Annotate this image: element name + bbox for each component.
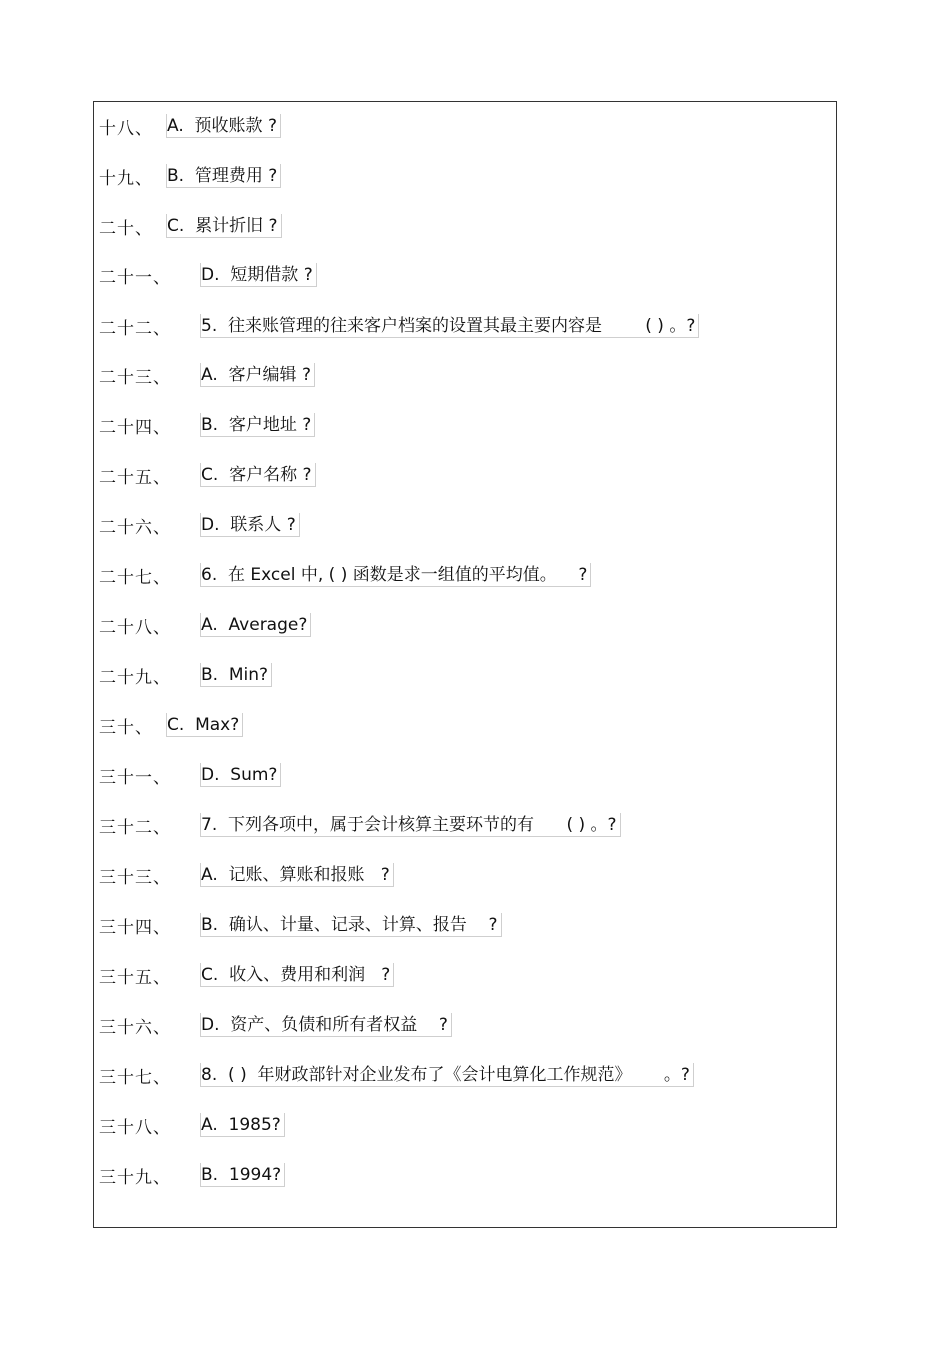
- item-number: 二十、: [99, 218, 153, 239]
- list-item: [99, 862, 390, 888]
- item-text: A. 客户编辑 ?: [200, 363, 315, 387]
- list-item: [99, 612, 308, 638]
- item-text: 5. 往来账管理的往来客户档案的设置其最主要内容是 ( ) 。?: [200, 314, 699, 338]
- item-text: 8. ( ) 年财政部针对企业发布了《会计电算化工作规范》 。?: [200, 1063, 694, 1087]
- item-number: 十九、: [99, 168, 153, 189]
- item-text: B. 管理费用 ?: [166, 164, 281, 188]
- list-item: [99, 412, 312, 438]
- item-text: C. 收入、费用和利润 ?: [200, 963, 394, 987]
- item-text: A. 1985?: [200, 1113, 285, 1137]
- list-item: [99, 1062, 690, 1088]
- item-number: 三十六、: [99, 1017, 171, 1038]
- item-text: A. Average?: [200, 613, 311, 637]
- item-number: 二十八、: [99, 617, 171, 638]
- item-number: 三十八、: [99, 1117, 171, 1138]
- list-item: [99, 213, 278, 239]
- item-number: 三十、: [99, 717, 153, 738]
- item-text: B. Min?: [200, 663, 272, 687]
- list-item: [99, 462, 312, 488]
- item-number: 二十六、: [99, 517, 171, 538]
- item-text: D. 联系人 ?: [200, 513, 300, 537]
- item-number: 三十三、: [99, 867, 171, 888]
- item-text: B. 1994?: [200, 1163, 285, 1187]
- item-text: 6. 在 Excel 中, ( ) 函数是求一组值的平均值。 ?: [200, 563, 591, 587]
- item-number: 二十四、: [99, 417, 171, 438]
- list-item: [99, 662, 269, 688]
- list-item: [99, 712, 240, 738]
- item-text: C. 累计折旧 ?: [166, 214, 282, 238]
- list-item: [99, 512, 296, 538]
- item-text: 7. 下列各项中，属于会计核算主要环节的有 ( ) 。?: [200, 813, 621, 837]
- item-number: 二十五、: [99, 467, 171, 488]
- item-text: C. Max?: [166, 713, 243, 737]
- item-number: 三十七、: [99, 1067, 171, 1088]
- list-item: [99, 962, 391, 988]
- item-number: 三十一、: [99, 767, 171, 788]
- list-item: [99, 313, 696, 339]
- list-item: [99, 912, 498, 938]
- list-item: [99, 1112, 281, 1138]
- item-number: 三十二、: [99, 817, 171, 838]
- item-number: 三十五、: [99, 967, 171, 988]
- list-item: [99, 1162, 282, 1188]
- list-item: [99, 1012, 448, 1038]
- item-number: 二十九、: [99, 667, 171, 688]
- item-number: 三十九、: [99, 1167, 171, 1188]
- item-number: 二十一、: [99, 267, 171, 288]
- item-text: D. 短期借款 ?: [200, 263, 317, 287]
- item-number: 二十七、: [99, 567, 171, 588]
- list-item: [99, 362, 311, 388]
- list-item: [99, 812, 617, 838]
- item-text: A. 记账、算账和报账 ?: [200, 863, 394, 887]
- item-text: A. 预收账款 ?: [166, 114, 281, 138]
- item-text: D. Sum?: [200, 763, 281, 787]
- item-text: B. 确认、计量、记录、计算、报告 ?: [200, 913, 502, 937]
- item-text: D. 资产、负债和所有者权益 ?: [200, 1013, 452, 1037]
- item-text: C. 客户名称 ?: [200, 463, 316, 487]
- item-text: B. 客户地址 ?: [200, 413, 315, 437]
- item-number: 二十二、: [99, 318, 171, 339]
- list-item: [99, 762, 278, 788]
- list-item: [99, 113, 277, 139]
- item-number: 三十四、: [99, 917, 171, 938]
- list-item: [99, 262, 313, 288]
- list-item: [99, 163, 278, 189]
- list-item: [99, 562, 588, 588]
- item-number: 十八、: [99, 118, 153, 139]
- item-number: 二十三、: [99, 367, 171, 388]
